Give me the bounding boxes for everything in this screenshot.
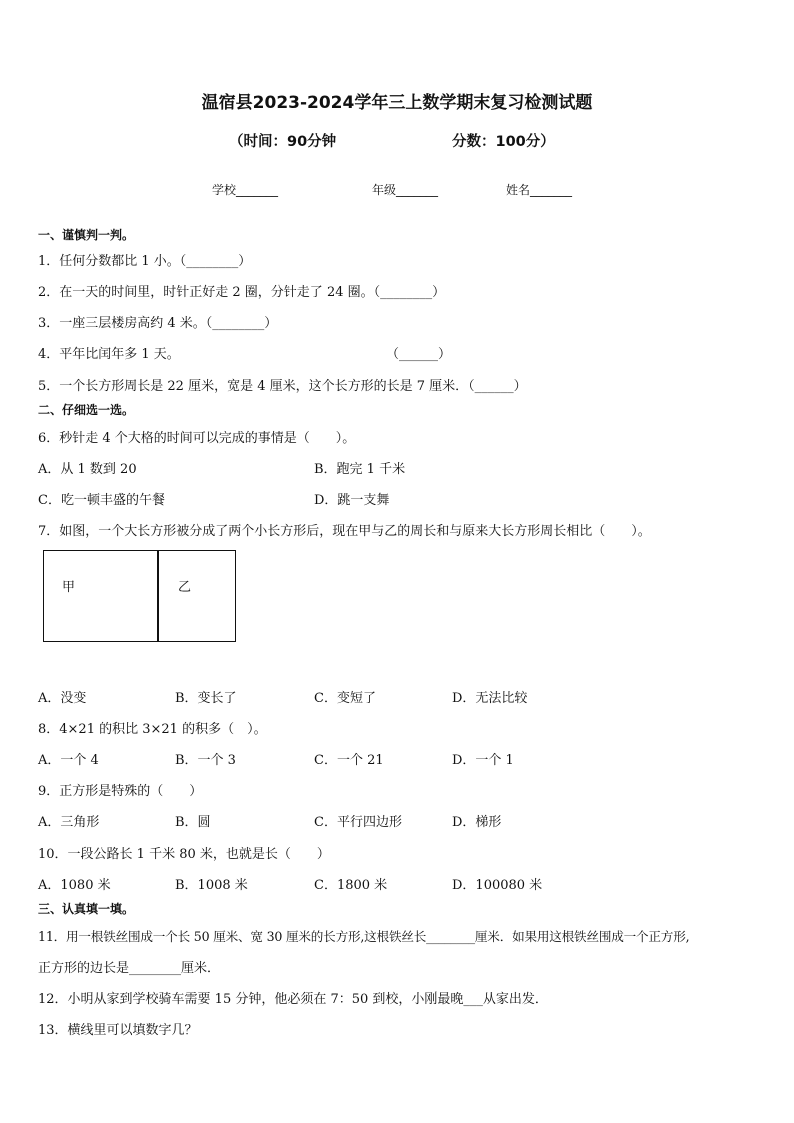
option-d: D．梯形 [452, 815, 502, 830]
label-yi: 乙 [178, 580, 192, 595]
option-a: A．没变 [38, 691, 87, 706]
question-7: 7．如图，一个大长方形被分成了两个小长方形后，现在甲与乙的周长和与原来大长方形周长相比（ ）。 [38, 524, 651, 539]
option-c: C．1800 米 [314, 878, 388, 893]
question-9: 9．正方形是特殊的（ ） [38, 784, 203, 799]
option-c: C．变短了 [314, 691, 376, 706]
option-b: B．圆 [175, 815, 211, 830]
option-c: C．吃一顿丰盛的午餐 [38, 493, 165, 508]
grade-field: 年级_______ [372, 183, 439, 197]
option-b: B．1008 米 [175, 878, 248, 893]
exam-score: 分数：100分） [452, 134, 555, 150]
rectangle-left-part [43, 550, 159, 642]
question-11: 11．用一根铁丝围成一个长 50 厘米、宽 30 厘米的长方形,这根铁丝长________厘米．如果用这根铁丝围成一个正方形, [38, 929, 690, 944]
question-11-line-2: 正方形的边长是________厘米． [38, 961, 221, 976]
section-heading: 一、谨慎判一判。 [38, 228, 135, 242]
option-a: A．1080 米 [38, 878, 111, 893]
question-3: 3．一座三层楼房高约 4 米。（________） [38, 316, 278, 331]
label-jia: 甲 [62, 580, 76, 595]
option-b: B．一个 3 [175, 753, 236, 768]
question-4-answer-paren: （______） [386, 347, 452, 362]
option-d: D．跳一支舞 [314, 493, 390, 508]
question-8: 8．4×21 的积比 3×21 的积多（ ）。 [38, 722, 267, 737]
option-a: A．三角形 [38, 815, 100, 830]
name-field: 姓名_______ [506, 183, 573, 197]
rectangle-right-part [157, 550, 236, 642]
question-13: 13．横线里可以填数字几？ [38, 1023, 198, 1038]
exam-time: （时间：90分钟 [229, 134, 337, 150]
page-title: 温宿县2023-2024学年三上数学期末复习检测试题 [201, 93, 593, 113]
option-b: B．跑完 1 千米 [314, 462, 406, 477]
option-c: C．一个 21 [314, 753, 384, 768]
question-2: 2．在一天的时间里，时针正好走 2 圈，分针走了 24 圈。（________） [38, 285, 446, 300]
option-c: C．平行四边形 [314, 815, 402, 830]
question-4: 4．平年比闰年多 1 天。 [38, 347, 180, 362]
option-b: B．变长了 [175, 691, 237, 706]
option-d: D．100080 米 [452, 878, 543, 893]
question-1: 1．任何分数都比 1 小。（________） [38, 254, 252, 269]
school-field: 学校_______ [212, 183, 279, 197]
section-heading: 三、认真填一填。 [38, 902, 135, 916]
option-d: D．一个 1 [452, 753, 514, 768]
question-10: 10．一段公路长 1 千米 80 米，也就是长（ ） [38, 847, 330, 862]
question-6: 6．秒针走 4 个大格的时间可以完成的事情是（ ）。 [38, 431, 356, 446]
option-a: A．一个 4 [38, 753, 99, 768]
section-heading: 二、仔细选一选。 [38, 403, 135, 417]
option-d: D．无法比较 [452, 691, 528, 706]
option-a: A．从 1 数到 20 [38, 462, 137, 477]
question-12: 12．小明从家到学校骑车需要 15 分钟，他必须在 7：50 到校，小刚最晚___从家出发． [38, 992, 548, 1007]
question-5: 5．一个长方形周长是 22 厘米，宽是 4 厘米，这个长方形的长是 7 厘米．（______） [38, 379, 527, 394]
